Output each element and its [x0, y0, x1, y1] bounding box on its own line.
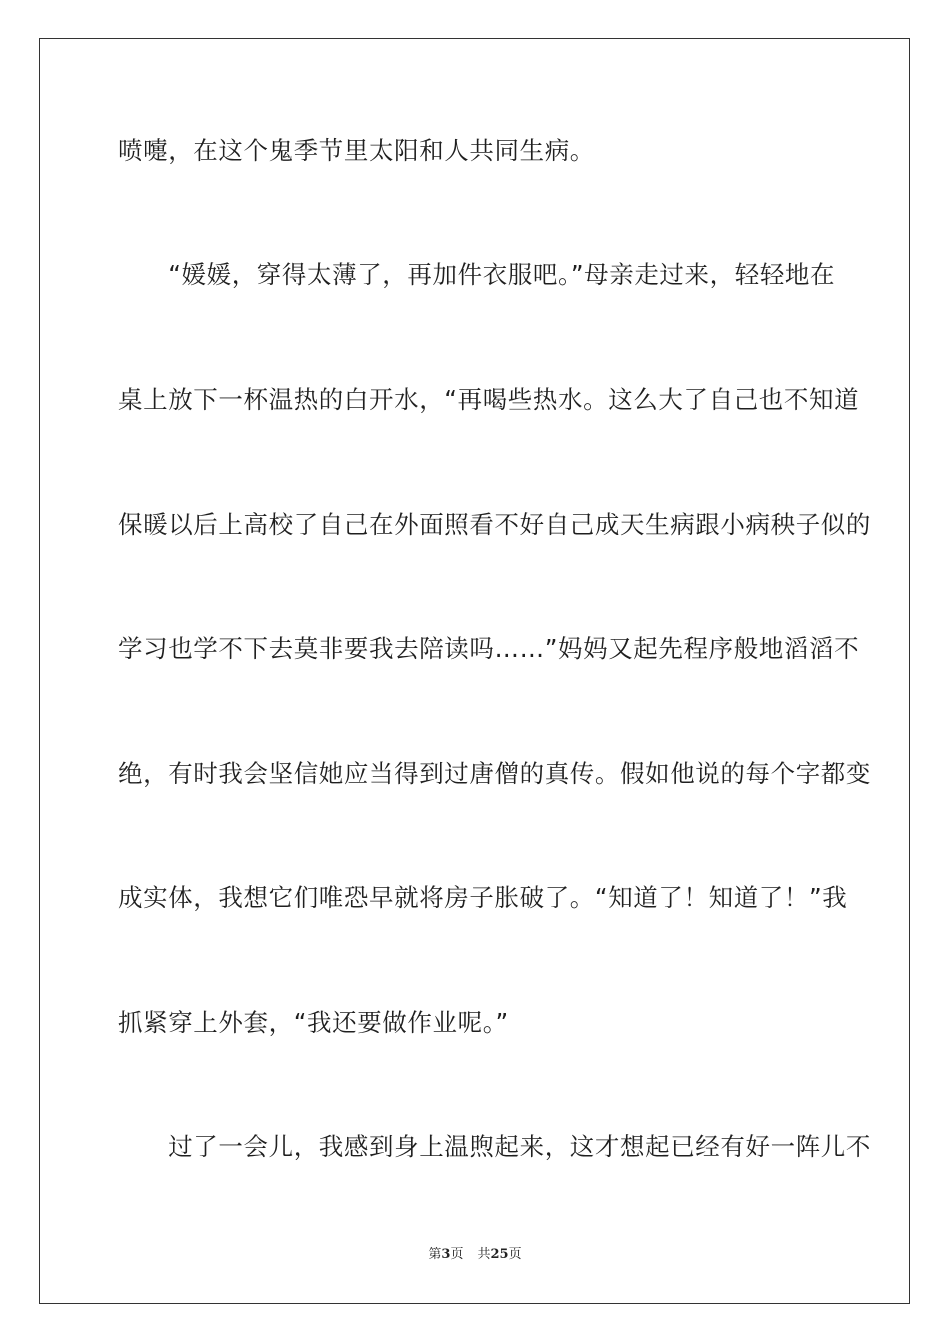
- text-line-2: “媛媛，穿得太薄了，再加件衣服吧。”母亲走过来，轻轻地在: [118, 260, 836, 289]
- text-line-7: 成实体，我想它们唯恐早就将房子胀破了。“知道了！知道了！”我: [118, 883, 848, 912]
- text-line-4: 保暖以后上高校了自己在外面照看不好自己成天生病跟小病秧子似的: [118, 510, 871, 539]
- total-prefix: 共: [477, 1247, 491, 1262]
- total-pages: 25: [490, 1247, 509, 1262]
- page-border: [39, 38, 910, 1304]
- text-line-1: 喷嚏，在这个鬼季节里太阳和人共同生病。: [118, 136, 595, 165]
- page-suffix: 页: [450, 1247, 464, 1262]
- page-footer: [0, 1246, 950, 1264]
- text-line-6: 绝，有时我会坚信她应当得到过唐僧的真传。假如他说的每个字都变: [118, 759, 871, 788]
- page-number: 3: [441, 1247, 451, 1262]
- text-line-3: 桌上放下一杯温热的白开水，“再喝些热水。这么大了自己也不知道: [118, 385, 860, 414]
- page-prefix: 第: [428, 1247, 442, 1262]
- text-line-8: 抓紧穿上外套，“我还要做作业呢。”: [118, 1008, 509, 1037]
- total-suffix: 页: [508, 1247, 522, 1262]
- text-line-9: 过了一会儿，我感到身上温煦起来，这才想起已经有好一阵儿不: [118, 1132, 871, 1161]
- text-line-5: 学习也学不下去莫非要我去陪读吗……”妈妈又起先程序般地滔滔不: [118, 634, 860, 663]
